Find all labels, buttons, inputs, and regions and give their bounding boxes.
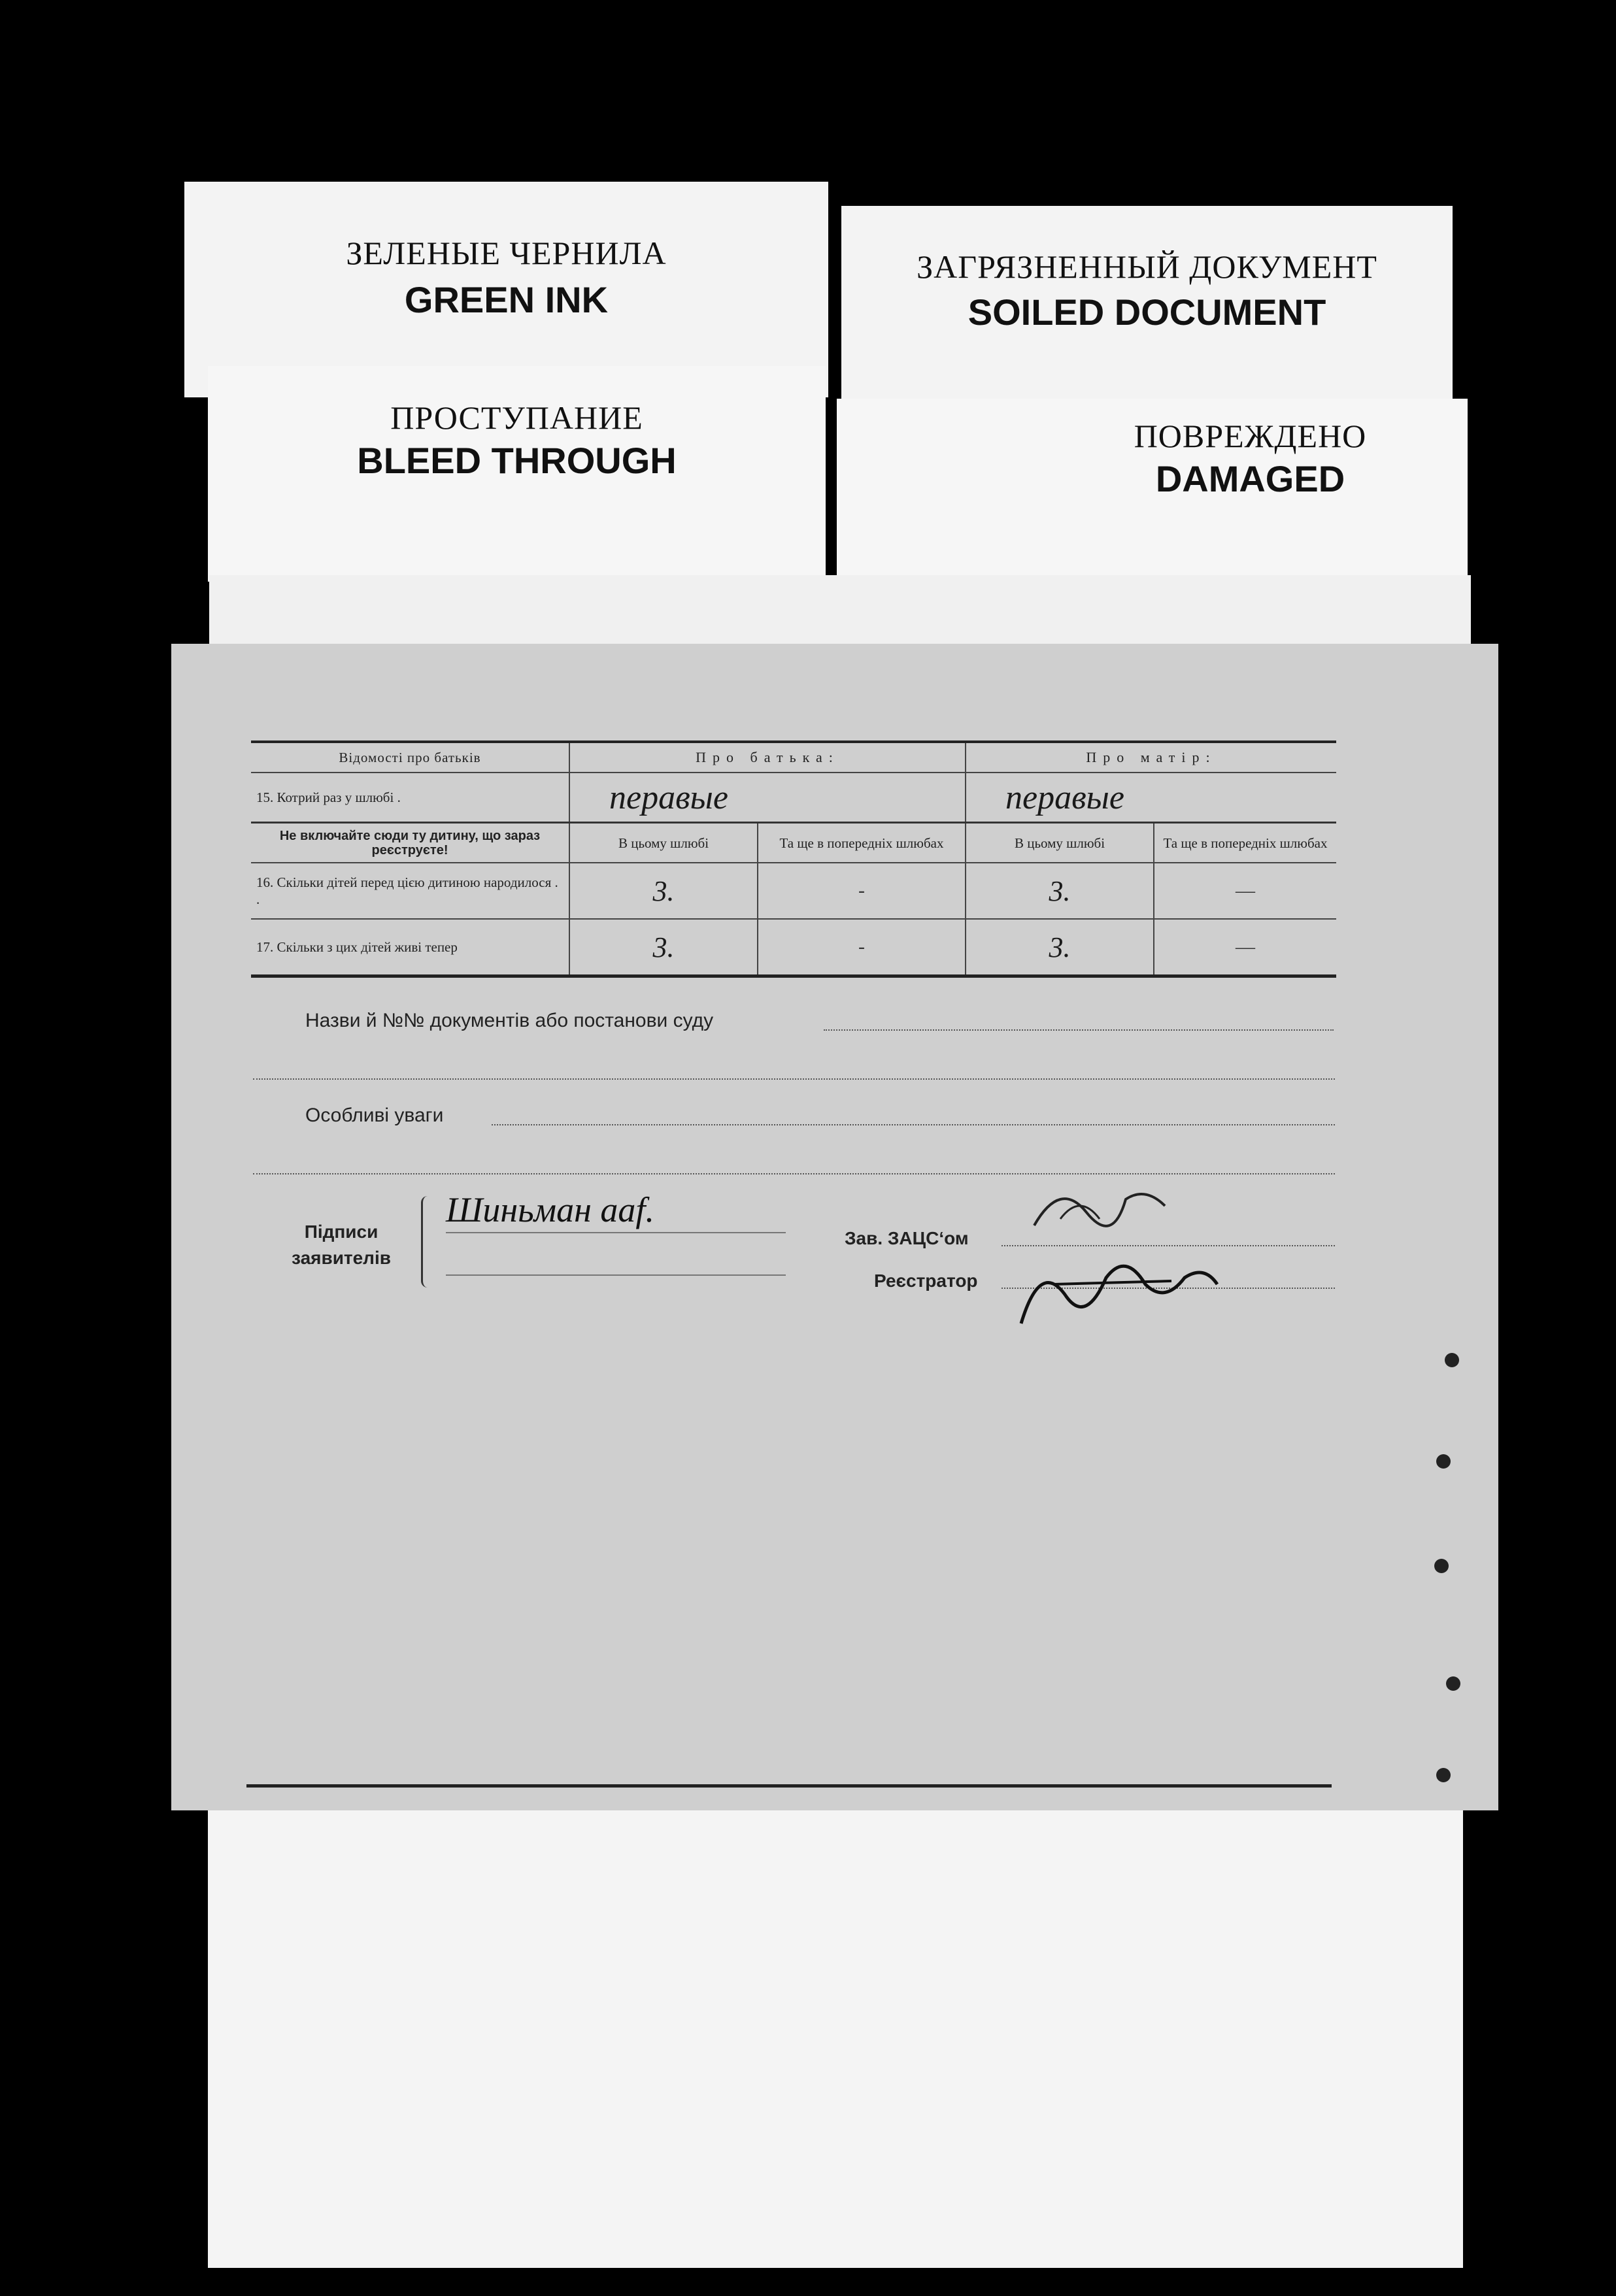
applicants-signatures-label: Підписи заявителів [292,1222,391,1268]
damaged-en: DAMAGED [1155,458,1345,499]
registrar-signature [1015,1245,1230,1337]
binding-hole [1436,1454,1451,1469]
underlying-sheet [209,575,1471,654]
documents-line-2 [253,1078,1335,1080]
table-header-row [251,742,1336,773]
applicant-line-1 [446,1232,786,1233]
damaged-card [837,399,1468,585]
row17-father-this: 3. [569,919,758,976]
mother-this-marriage-header: В цьому шлюбі [966,823,1154,863]
bottom-rule [246,1784,1332,1788]
documents-line-1 [824,1029,1334,1031]
row17-mother-this: 3. [966,919,1154,976]
soiled-document-ru: ЗАГРЯЗНЕННЫЙ ДОКУМЕНТ [917,248,1377,285]
header-mother: Про матір: [966,742,1336,773]
head-zags-label: Зав. ЗАЦС‘ом [845,1228,969,1248]
table-row [251,863,1336,919]
row16-father-prev: - [758,863,966,919]
row17-father-prev: - [758,919,966,976]
row16-label: 16. Скільки дітей перед цією дитиною народилося . . [251,863,569,919]
damaged-ru: ПОВРЕЖДЕНО [1134,418,1367,454]
green-ink-en: GREEN INK [404,279,609,320]
binding-hole [1434,1559,1449,1573]
row15-father-value: перавые [569,773,966,823]
parents-table [251,740,1336,978]
binding-hole [1446,1676,1460,1691]
signature-brace [421,1196,436,1288]
green-ink-card [184,182,828,397]
applicant-line-2 [446,1274,786,1276]
row16-father-this: 3. [569,863,758,919]
remarks-line-1 [492,1124,1335,1125]
row16-mother-prev: — [1154,863,1336,919]
applicant-signature: Шиньман ааf. [446,1190,654,1229]
father-this-marriage-header: В цьому шлюбі [569,823,758,863]
table-row [251,919,1336,976]
table-row [251,773,1336,823]
header-father: Про батька: [569,742,966,773]
binding-hole [1436,1768,1451,1782]
head-signature [1021,1173,1191,1245]
row17-label: 17. Скільки з цих дітей живі тепер [251,919,569,976]
registrar-label: Реєстратор [874,1271,978,1291]
form-page [171,644,1498,1810]
father-previous-header: Та ще в попередніх шлюбах [758,823,966,863]
row17-mother-prev: — [1154,919,1336,976]
soiled-document-en: SOILED DOCUMENT [968,291,1326,333]
bottom-sheet [208,1765,1463,2268]
binding-hole [1445,1353,1459,1367]
remarks-label: Особливі уваги [305,1105,444,1126]
table-subheader-row [251,823,1336,863]
bleed-through-card [208,366,826,582]
exclude-child-note: Не включайте сюди ту дитину, що зараз реєструєте! [251,823,569,863]
soiled-document-card [841,206,1453,402]
documents-label: Назви й №№ документів або постанови суду [305,1010,714,1031]
row16-mother-this: 3. [966,863,1154,919]
bleed-through-en: BLEED THROUGH [357,440,677,481]
row15-label: 15. Котрий раз у шлюбі . [251,773,569,823]
green-ink-ru: ЗЕЛЕНЫЕ ЧЕРНИЛА [346,235,667,271]
header-parents-info: Відомості про батьків [251,742,569,773]
mother-previous-header: Та ще в попередніх шлюбах [1154,823,1336,863]
bleed-through-ru: ПРОСТУПАНИЕ [390,399,643,436]
row15-mother-value: перавые [966,773,1336,823]
